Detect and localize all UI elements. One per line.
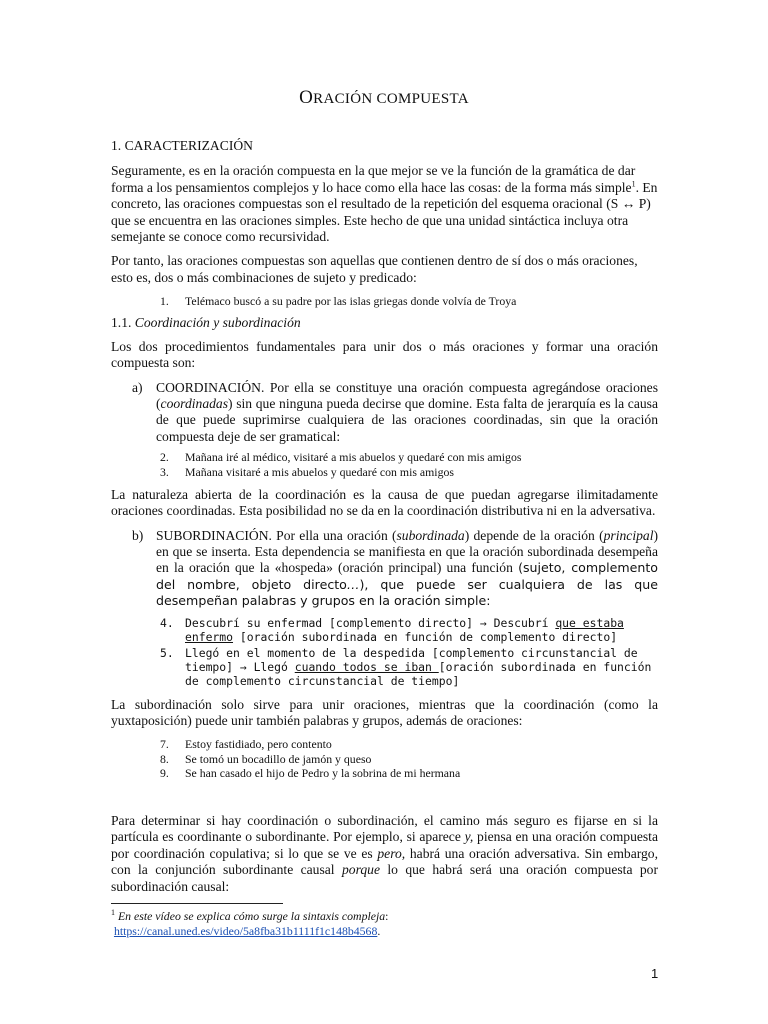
footnote [111,909,658,939]
item-emphasis: principal [603,527,654,543]
item-text: . Por ella se constituye una oración compuesta agregándose oraciones ( [156,379,658,412]
example-underlined: que estaba enfermo [185,615,624,644]
item-text: ), que puede ser cualquiera de las que desempeñan palabras y grupos en la oración simple: [156,576,658,609]
example-list-2 [111,450,658,478]
paragraph-intro [111,163,658,245]
paragraph-emphasis: pero, [377,845,406,861]
paragraph-text: Seguramente, es en la oración compuesta en la que mejor se ve la función de la gramática de dar forma a los pensamientos complejos y lo hace como ella hace las cosas: de la forma más simple [111,163,636,195]
example-item [111,646,658,689]
footnote-line [111,924,658,939]
example-text: Mañana iré al médico, visitaré a mis abuelos y quedaré con mis amigos [185,450,522,465]
item-emphasis: coordinadas [160,396,228,412]
item-emphasis: … [346,576,360,592]
example-text: [oración subordinada en función de complemento circunstancial de tiempo] [185,660,652,689]
example-item [111,465,658,479]
item-subordinacion [111,528,658,610]
example-number: 4. [160,615,174,630]
example-text: Descubrí su enfermad [complemento directo] → Descubrí [185,615,556,630]
example-text: Estoy fastidiado, pero contento [185,737,332,752]
footnote-separator [111,903,283,904]
example-number: 7. [160,737,169,752]
example-number: 8. [160,751,169,766]
paragraph-procedures: Los dos procedimientos fundamentales para unir dos o más oraciones y formar una oración compuesta son: [111,338,658,371]
footnote-line [111,909,658,924]
paragraph-text: Para determinar si hay coordinación o subordinación, el camino más seguro es fijarse en si la partícula es coordinante o subordinante. Por ejemplo, si aparece [111,812,658,845]
subsection-heading [111,315,658,331]
example-text: Se tomó un bocadillo de jamón y queso [185,751,372,766]
item-label: a) [132,379,143,395]
title-initial: O [299,87,314,108]
example-item [111,752,658,766]
example-underlined: cuando todos se iban [294,660,439,675]
example-number: 5. [160,645,174,660]
item-heading: COORDINACIÓN [156,379,261,395]
paragraph-determinar [111,813,658,895]
subsection-number: 1.1. [111,315,132,331]
footnote-text: : [385,909,389,923]
item-text: ) depende de la oración ( [464,527,604,543]
example-list-1 [111,294,658,308]
document-body [111,138,658,903]
example-text: Se han casado el hijo de Pedro y la sobrina de mi hermana [185,765,461,780]
example-number: 9. [160,765,169,780]
subsection-title: Coordinación y subordinación [134,315,301,331]
footnote-text: . [377,924,381,938]
example-list-3 [111,616,658,689]
item-text: ) sin que ninguna pueda decirse que domine. Esta falta de jerarquía es la causa de que puede suprimirse cualquiera de las oraciones coordinadas, sin que la oración compuesta deje de ser gramatical: [156,396,658,444]
paragraph-text: lo que habrá será una oración compuesta por subordinación causal: [111,862,658,894]
example-text: Telémaco buscó a su padre por las islas griegas donde volvía de Troya [185,294,517,309]
paragraph-emphasis: porque [341,862,380,878]
item-label: b) [132,527,144,543]
example-item [111,737,658,751]
example-number: 2. [160,450,169,465]
example-text: [oración subordinada en función de complemento directo] [233,629,618,644]
paragraph-emphasis: y, [464,829,474,845]
footnote-ref[interactable]: 1 [631,179,636,189]
paragraph-naturaleza: La naturaleza abierta de la coordinación es la causa de que puedan agregarse ilimitadamente oraciones coordinadas. Esta posibilidad no se da en la coordinación distributiva ni en la adversativa. [111,486,658,519]
item-text: . Por ella una oración ( [268,527,397,543]
example-item [111,450,658,464]
footnote-text: En este vídeo se explica cómo surge la sintaxis compleja [115,909,386,923]
paragraph-definition: Por tanto, las oraciones compuestas son aquellas que contienen dentro de sí dos o más oraciones, esto es, dos o más combinaciones de sujeto y predicado: [111,253,638,285]
item-emphasis: subordinada [396,527,465,543]
paragraph-text: habrá una oración adversativa. Sin embargo, con la conjunción subordinante causal [111,845,658,878]
paragraph-subordinacion: La subordinación solo sirve para unir oraciones, mientras que la coordinación (como la yuxtaposición) puede unir también palabras y grupos, además de oraciones: [111,696,658,728]
paragraph-text: . En concreto, las oraciones compuestas son el resultado de la repetición del esquema oracional (S ↔ P) que se encuentra en las oraciones simples. Este hecho de que una unidad sintáctica incluya otra semejante se conoce como recursividad. [111,179,658,245]
item-text: ) en que se inserta. Esta dependencia se manifiesta en que la oración subordinada desempeña en la oración que la «hospeda» (oración principal) una función [156,527,658,576]
page-title [0,87,768,108]
example-item [111,766,658,780]
example-number: 1. [160,294,169,309]
item-text: (sujeto, complemento del nombre, objeto directo [156,560,658,592]
footnote-link[interactable]: https://canal.uned.es/video/5a8fba31b1111f1c148b4568 [113,924,378,938]
item-coordinacion [111,380,658,446]
example-item [111,294,658,308]
example-number: 3. [160,464,169,479]
example-list-4 [111,737,658,780]
item-heading: SUBORDINACIÓN [156,527,269,543]
example-text: Mañana visitaré a mis abuelos y quedaré con mis amigos [185,464,454,479]
example-text: Llegó en el momento de la despedida [complemento circunstancial de tiempo] → Llegó [185,645,638,675]
paragraph-text: piensa en una oración compuesta por coordinación copulativa; si lo que se ve es [111,829,658,861]
footnote-number: 1 [111,908,115,918]
section-heading: 1. CARACTERIZACIÓN [111,138,253,153]
page-number: 1 [651,966,659,981]
example-item [111,616,658,644]
title-rest: RACIÓN COMPUESTA [313,91,469,107]
